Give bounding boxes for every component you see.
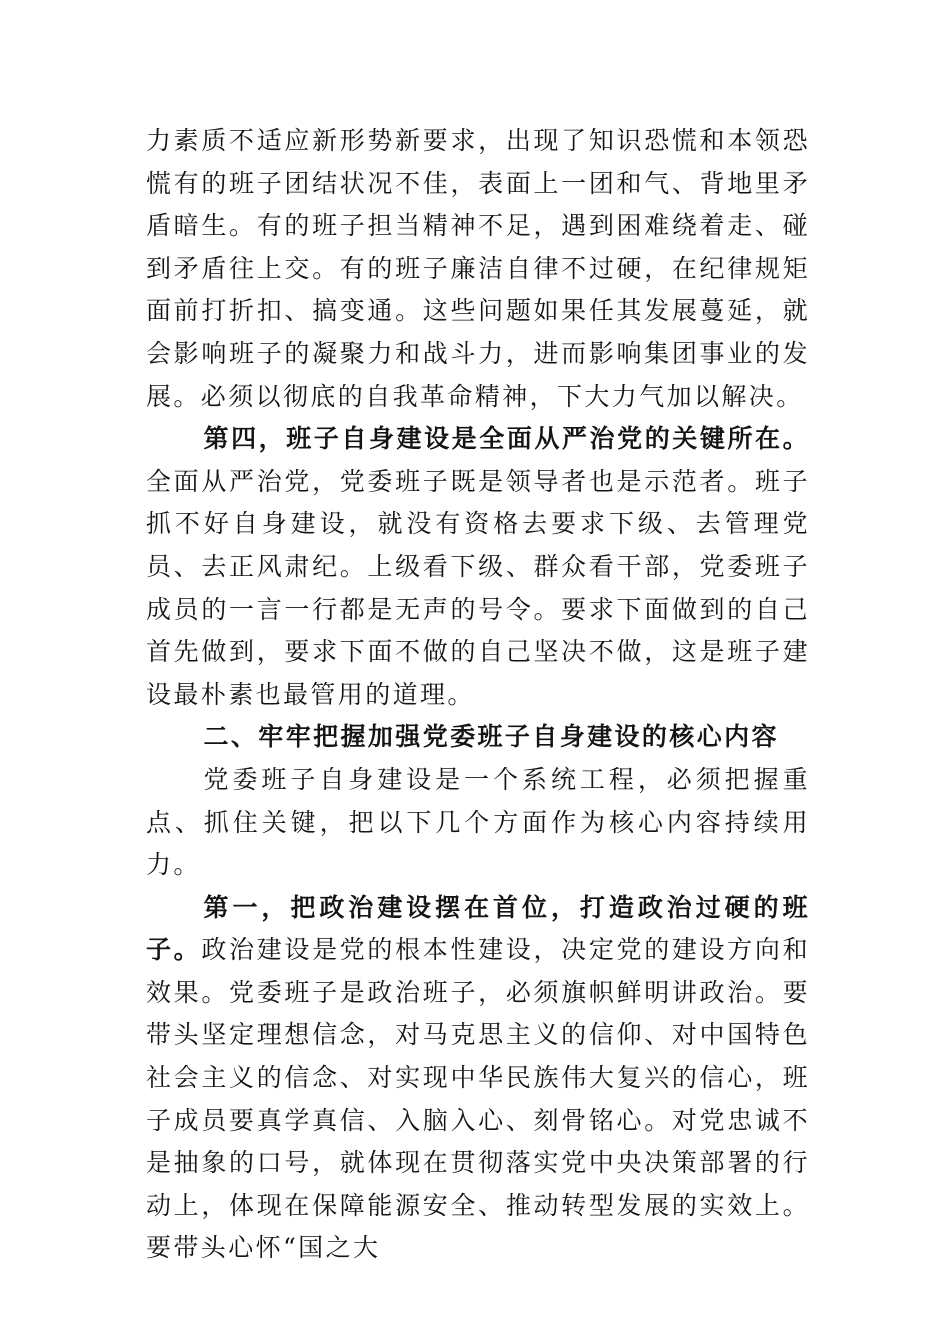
paragraph-point-one — [146, 887, 810, 1270]
paragraph-text: 政治建设是党的根本性建设，决定党的建设方向和效果。党委班子是政治班子，必须旗帜鲜明讲政治。要带头坚定理想信念，对马克思主义的信仰、对中国特色社会主义的信念、对实现中华民族伟大复兴的信心，班子成员要真学真信、入脑入心、刻骨铭心。对党忠诚不是抽象的口号，就体现在贯彻落实党中央决策部署的行动上，体现在保障能源安全、推动转型发展的实效上。要带头心怀“国之大 — [146, 935, 810, 1263]
paragraph-lead-bold: 第四，班子自身建设是全面从严治党的关键所在。 — [203, 424, 810, 454]
paragraph-continuation — [146, 120, 810, 418]
document-page — [146, 120, 810, 1270]
paragraph-text: 党委班子自身建设是一个系统工程，必须把握重点、抓住关键，把以下几个方面作为核心内容持续用力。 — [146, 764, 810, 880]
paragraph-point-four — [146, 418, 810, 716]
paragraph-intro — [146, 759, 810, 887]
paragraph-text: 力素质不适应新形势新要求，出现了知识恐慌和本领恐慌有的班子团结状况不佳，表面上一团和气、背地里矛盾暗生。有的班子担当精神不足，遇到困难绕着走、碰到矛盾往上交。有的班子廉洁自律不过硬，在纪律规矩面前打折扣、搞变通。这些问题如果任其发展蔓延，就会影响班子的凝聚力和战斗力，进而影响集团事业的发展。必须以彻底的自我革命精神，下大力气加以解决。 — [146, 126, 810, 411]
section-heading: 二、牢牢把握加强党委班子自身建设的核心内容 — [203, 722, 779, 752]
paragraph-lead-bold: 第一，把政治建设摆在首位，打造政治过硬的班子。 — [146, 892, 810, 965]
paragraph-text: 全面从严治党，党委班子既是领导者也是示范者。班子抓不好自身建设，就没有资格去要求下级、去管理党员、去正风肃纪。上级看下级、群众看干部，党委班子成员的一言一行都是无声的号令。要求下面做到的自己首先做到，要求下面不做的自己坚决不做，这是班子建设最朴素也最管用的道理。 — [146, 466, 810, 709]
